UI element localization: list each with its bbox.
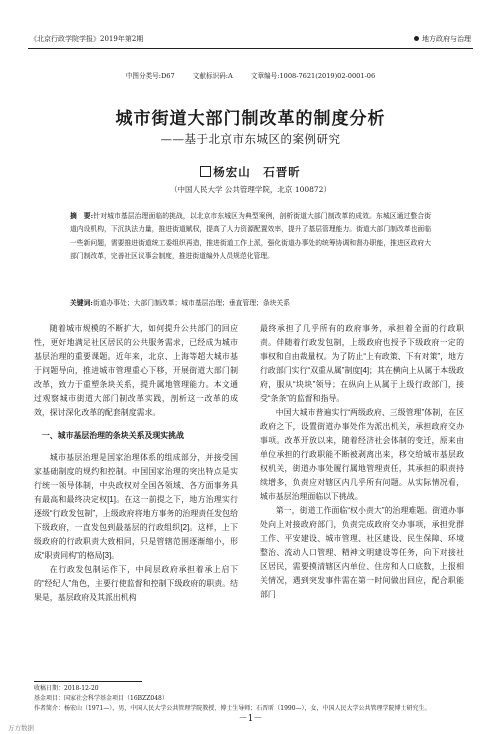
section-label: 地方政府与治理: [422, 35, 471, 43]
received-date: 收稿日期：2018-12-20: [34, 685, 99, 692]
journal-name: 《北京行政学院学报》2019年第2期: [30, 35, 144, 43]
body-column-left: [34, 322, 238, 605]
page-number: －1－: [238, 714, 263, 724]
paragraph: 随着城市规模的不断扩大，如何提升公共部门的回应性，更好地满足社区居民的公共服务需求，已经成为城市基层治理的重要课题。近年来，北京、上海等超大城市基于问题导向，推进城市管理重心下移，开展街道大部门制改革，致力于重塑条块关系，提升属地管理能力。本文通过观察城市街道大部门制改革实践，剖析这一改革的成效，探讨深化改革的配套制度需求。: [34, 324, 238, 417]
paragraph: 第一，街道工作面临“权小责大”的治理难题。街道办事处向上对接政府部门，负责完成政府交办事项，承担党群工作、平安建设、城市管理、社区建设、民生保障、环境整治、流动人口管理、精神文明建设等任务，向下对接社区居民，需要摸清辖区内单位、住房和人口底数，上报相关情况，遇到突发事件需在第一时间做出回应，配合职能部门: [260, 506, 464, 599]
keywords-text: 街道办事处；大部门制改革；城市基层治理；垂直管理；条块关系: [92, 299, 291, 307]
affiliation: （中国人民大学 公共管理学院，北京 100872）: [170, 185, 331, 194]
watermark: 万方数据: [8, 725, 34, 732]
section-heading: 一、城市基层治理的条块关系及现实挑战: [41, 431, 184, 440]
paragraph: 最终承担了几乎所有的政府事务，承担着全面的行政职责。伴随着行政发包制，上级政府也授予下级政府一定的事权和自由裁量权。为了防止“上有政策、下有对策”，地方行政部门实行“双重从属”制度[4]；其在横向上从属于本级政府，服从“块块”领导；在纵向上从属于上级行政部门，接受“条条”的监督和指导。: [260, 324, 464, 403]
paragraph: 在行政发包制运作下，中间层政府承担着承上启下的“经纪人”角色，主要行使监督和控制下级政府的职责。结果是，基层政府及其派出机构: [34, 565, 238, 602]
section-name: [414, 34, 471, 44]
author-bio: 作者简介：杨宏山（1971—），男，中国人民大学公共管理学院教授、博士生导师；石晋昕（1990—），女，中国人民大学公共管理学院博士研究生。: [34, 705, 431, 712]
clc-number: 中图分类号:D67: [125, 72, 175, 80]
abstract: [70, 210, 431, 263]
author-line: [0, 164, 501, 180]
running-head: [30, 34, 471, 46]
article-number: 文章编号:1008-7621(2019)02-0001-06: [250, 72, 376, 80]
keywords-label: 关键词:: [70, 299, 93, 307]
body-column-right: [260, 322, 464, 602]
authors: 杨宏山 石晋昕: [213, 165, 301, 179]
fund-info: 基金项目：国家社会科学基金项目（16BZZ048）: [34, 695, 168, 702]
paper-title: 城市街道大部门制改革的制度分析: [115, 109, 386, 129]
abstract-text: 针对城市基层治理面临的挑战，以北京市东城区为典型案例，剖析街道大部门制改革的成效。东城区通过整合街道内设机构，下沉执法力量，推进街道赋权，提高了人力资源配置效率，提升了基层管理能力。街道大部门制改革也面临一些新问题，需要推进街道统工委组织再造，推进街道工作上派，强化街道办事处的统筹协调和督办职能，推进区政府大部门制改革，完善社区议事会制度，推进街道编外人员规范化管理。: [70, 212, 432, 260]
bullet-icon: [414, 36, 419, 41]
keywords: [70, 297, 431, 307]
paragraph: 中国大城市普遍实行“两级政府、三级管理”体制，在区政府之下，设置街道办事处作为派出机关，承担政府交办事项。改革开放以来，随着经济社会体制的变迁，原来由单位承担的行政职能不断被剥离出来，移交给城市基层政权机关，街道办事处履行属地管理责任，其承担的职责持续增多，负责应对辖区内几乎所有问题。从实际情况看，城市基层治理面临以下挑战。: [260, 408, 464, 501]
classification-line: [0, 70, 501, 80]
document-code: 文献标识码:A: [192, 72, 233, 80]
footnotes: [34, 684, 467, 714]
paragraph: 城市基层治理是国家治理体系的组成部分，并接受国家基础制度的规约和控制。中国国家治理的突出特点是实行统一领导体制，中央政权对全国各领域、各方面事务具有最高和最终决定权[1]。在这一前提之下，地方治理实行逐级“行政发包制”，上级政府将地方事务的治理责任发包给下级政府，一直发包到最基层的行政组织[2]。这样，上下级政府的行政职责大致相同，只是管辖范围逐渐缩小，形成“职责同构”的格局[3]。: [34, 453, 238, 560]
abstract-label: 摘 要:: [70, 212, 94, 220]
footnote-rule: [34, 681, 142, 682]
header-rule: [28, 48, 473, 49]
box-icon: [200, 166, 211, 177]
paper-subtitle: ——基于北京市东城区的案例研究: [160, 132, 341, 146]
